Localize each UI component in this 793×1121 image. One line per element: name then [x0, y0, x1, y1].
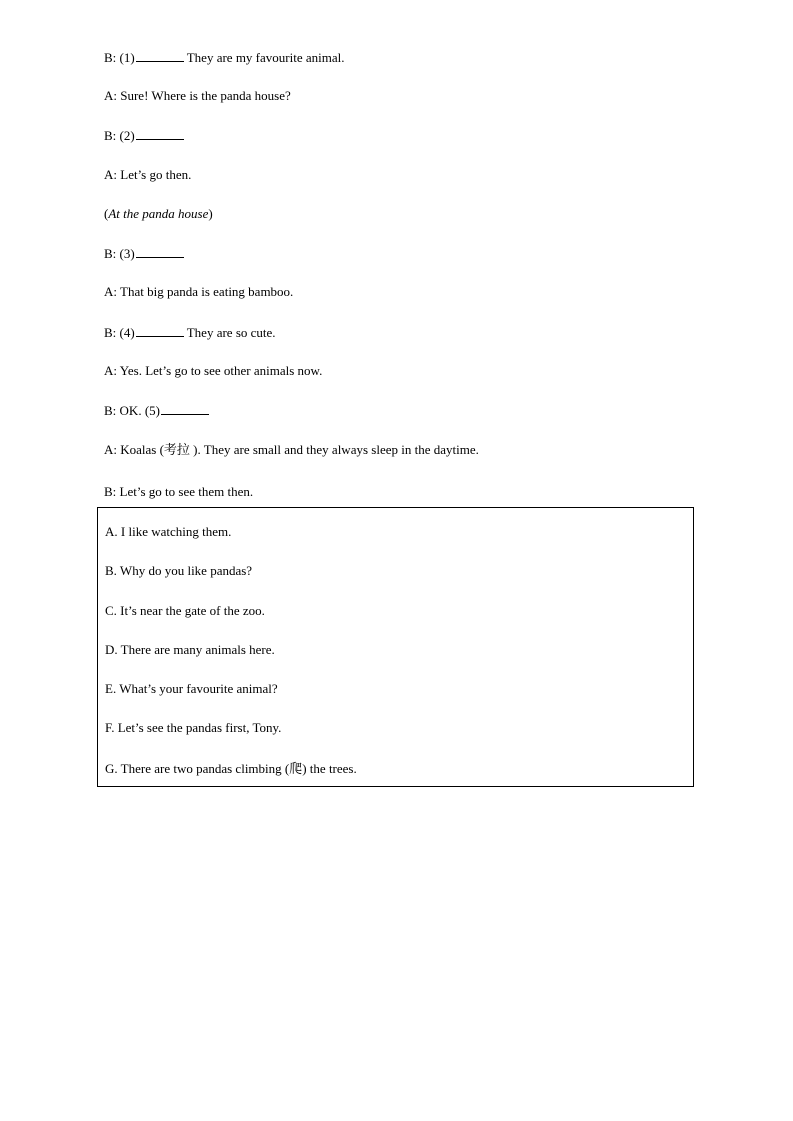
line-text: Sure! Where is the panda house?	[120, 88, 291, 103]
line-text: They are so cute.	[186, 325, 276, 340]
line-text: They are my favourite animal.	[186, 50, 345, 65]
option-c: C. It’s near the gate of the zoo.	[105, 603, 265, 618]
speaker-label: A:	[104, 167, 117, 182]
line-text: Koalas (考拉 ). They are small and they always sleep in the daytime.	[120, 442, 479, 457]
dialogue-line-8	[104, 324, 276, 341]
speaker-label: B:	[104, 403, 117, 418]
speaker-label: A:	[104, 442, 117, 457]
dialogue-line-6	[104, 245, 184, 262]
speaker-label: B:	[104, 128, 117, 143]
dialogue-line-1	[104, 49, 344, 66]
line-text: That big panda is eating bamboo.	[120, 284, 294, 299]
line-text: Yes. Let’s go to see other animals now.	[119, 363, 323, 378]
speaker-label: A:	[104, 88, 117, 103]
answer-blank-3[interactable]	[136, 245, 184, 258]
answer-blank-2[interactable]	[136, 127, 184, 140]
dialogue-line-12	[104, 484, 253, 500]
answer-blank-1[interactable]	[136, 49, 184, 62]
speaker-label: B:	[104, 50, 117, 65]
option-f: F. Let’s see the pandas first, Tony.	[105, 720, 282, 735]
dialogue-line-2	[104, 88, 291, 104]
line-text: Let’s go then.	[120, 167, 192, 182]
speaker-label: B:	[104, 484, 117, 499]
options-box	[97, 507, 694, 787]
option-b: B. Why do you like pandas?	[105, 563, 253, 578]
speaker-label: A:	[104, 284, 117, 299]
option-e: E. What’s your favourite animal?	[105, 681, 278, 696]
scene-direction: (At the panda house)	[104, 206, 213, 221]
answer-blank-5[interactable]	[161, 402, 209, 415]
blank-number: OK. (5)	[119, 403, 160, 418]
answer-blank-4[interactable]	[136, 324, 184, 337]
speaker-label: A:	[104, 363, 117, 378]
option-g: G. There are two pandas climbing (爬) the trees.	[105, 761, 357, 776]
dialogue-line-10	[104, 402, 209, 419]
option-d: D. There are many animals here.	[105, 642, 275, 657]
dialogue-line-3	[104, 127, 184, 144]
dialogue-line-11	[104, 442, 479, 458]
dialogue-line-7	[104, 284, 293, 300]
speaker-label: B:	[104, 325, 117, 340]
dialogue-line-9	[104, 363, 322, 379]
scene-text: At the panda house	[108, 206, 209, 221]
line-text: Let’s go to see them then.	[119, 484, 254, 499]
dialogue-line-4	[104, 167, 191, 183]
blank-number: (2)	[119, 128, 135, 143]
blank-number: (4)	[119, 325, 135, 340]
option-a: A. I like watching them.	[105, 524, 232, 539]
speaker-label: B:	[104, 246, 117, 261]
blank-number: (3)	[119, 246, 135, 261]
blank-number: (1)	[119, 50, 135, 65]
